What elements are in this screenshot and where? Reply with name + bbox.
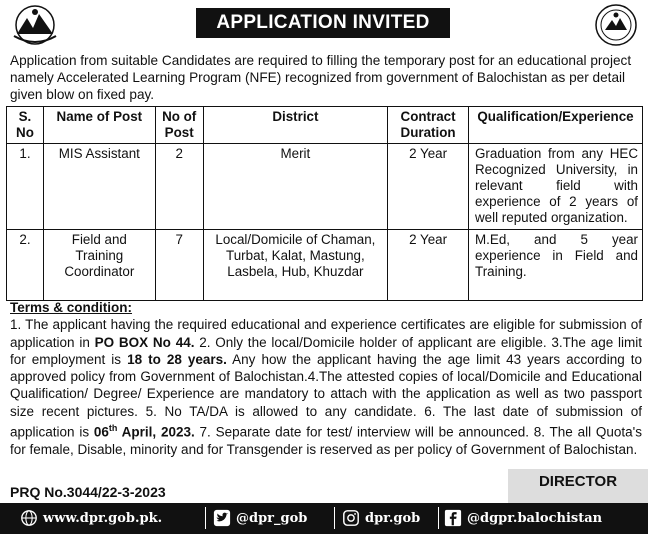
cell-post: MIS Assistant [43,144,155,230]
cell-district: Merit [203,144,387,230]
twitter-icon [213,509,231,527]
cell-post: Field and Training Coordinator [43,230,155,301]
footer-divider [334,507,335,529]
instagram-handle: dpr.gob [365,510,421,526]
terms-text: 1. The applicant having the required educational and experience certificates are eligible for submission of application in [10,317,642,350]
website-link[interactable] [20,509,162,527]
table-row [7,144,643,230]
director-signature-box: DIRECTOR [508,469,648,503]
terms-heading: Terms & condition: [10,300,133,315]
cell-qualification: Graduation from any HEC Recognized University, in relevant field with experience of 2 years of well reputed organization. [469,144,643,230]
age-limit: 18 to 28 years. [127,351,227,367]
instagram-icon [342,509,360,527]
footer-bar [0,503,648,534]
header [0,0,648,50]
website-text: www.dpr.gob.pk. [43,510,163,526]
last-date-rest: April, 2023. [117,424,195,440]
column-header-sno: S. No [7,107,44,144]
cell-duration: 2 Year [388,230,469,301]
po-box: PO BOX No 44. [94,334,195,350]
intro-paragraph: Application from suitable Candidates are required to filling the temporary post for an educational project namely Accelerated Learning Program (NFE) recognized from government of Balochistan as per detail given blow on fixed pay. [10,53,632,102]
table-header-row [7,107,643,144]
terms-text: 2. Only the local/Domicile holder of applicant are eligible. 3.The age limit for employment is [10,334,642,367]
balochistan-emblem-icon [8,4,62,46]
column-header-count: No of Post [155,107,203,144]
cell-sno: 1. [7,144,44,230]
table-row [7,230,643,301]
twitter-handle: @dpr_gob [236,510,308,526]
globe-icon [20,509,38,527]
prq-number: PRQ No.3044/22-3-2023 [10,484,166,500]
page-title: APPLICATION INVITED [196,8,450,38]
twitter-link[interactable] [213,509,307,527]
cell-count: 7 [155,230,203,301]
facebook-icon [444,509,462,527]
terms-section [10,299,642,458]
last-date-day: 06 [93,424,109,440]
cell-duration: 2 Year [388,144,469,230]
instagram-link[interactable] [342,509,420,527]
footer-divider [205,507,206,529]
cell-count: 2 [155,144,203,230]
cell-sno: 2. [7,230,44,301]
balochistan-seal-icon [592,3,640,47]
cell-qualification: M.Ed, and 5 year experience in Field and Training. [469,230,643,301]
posts-table [6,106,643,301]
column-header-district: District [203,107,387,144]
facebook-handle: @dgpr.balochistan [467,510,603,526]
column-header-qualification: Qualification/Experience [469,107,643,144]
terms-text: Any how the applicant having the age limit 43 years according to approved policy from Government of Balochistan.4.The attested copies of local/Domicile and Educational Qualification/ Degree/ Experience are mandatory to attach with the application as well as two passport size recent pictures. 5. No TA/DA is allowed to any candidate. 6. The last date of submission of application is [10,351,642,440]
facebook-link[interactable] [444,509,602,527]
cell-district: Local/Domicile of Chaman, Turbat, Kalat, Mastung, Lasbela, Hub, Khuzdar [203,230,387,301]
footer-divider [438,507,439,529]
terms-text: 7. Separate date for test/ interview will be announced. 8. The all Quota's for female, Disable, minority and for Transgender is reserved as per policy of Government of Balochistan. [10,424,642,457]
column-header-post: Name of Post [43,107,155,144]
column-header-duration: Contract Duration [388,107,469,144]
last-date-suffix: th [108,423,118,434]
